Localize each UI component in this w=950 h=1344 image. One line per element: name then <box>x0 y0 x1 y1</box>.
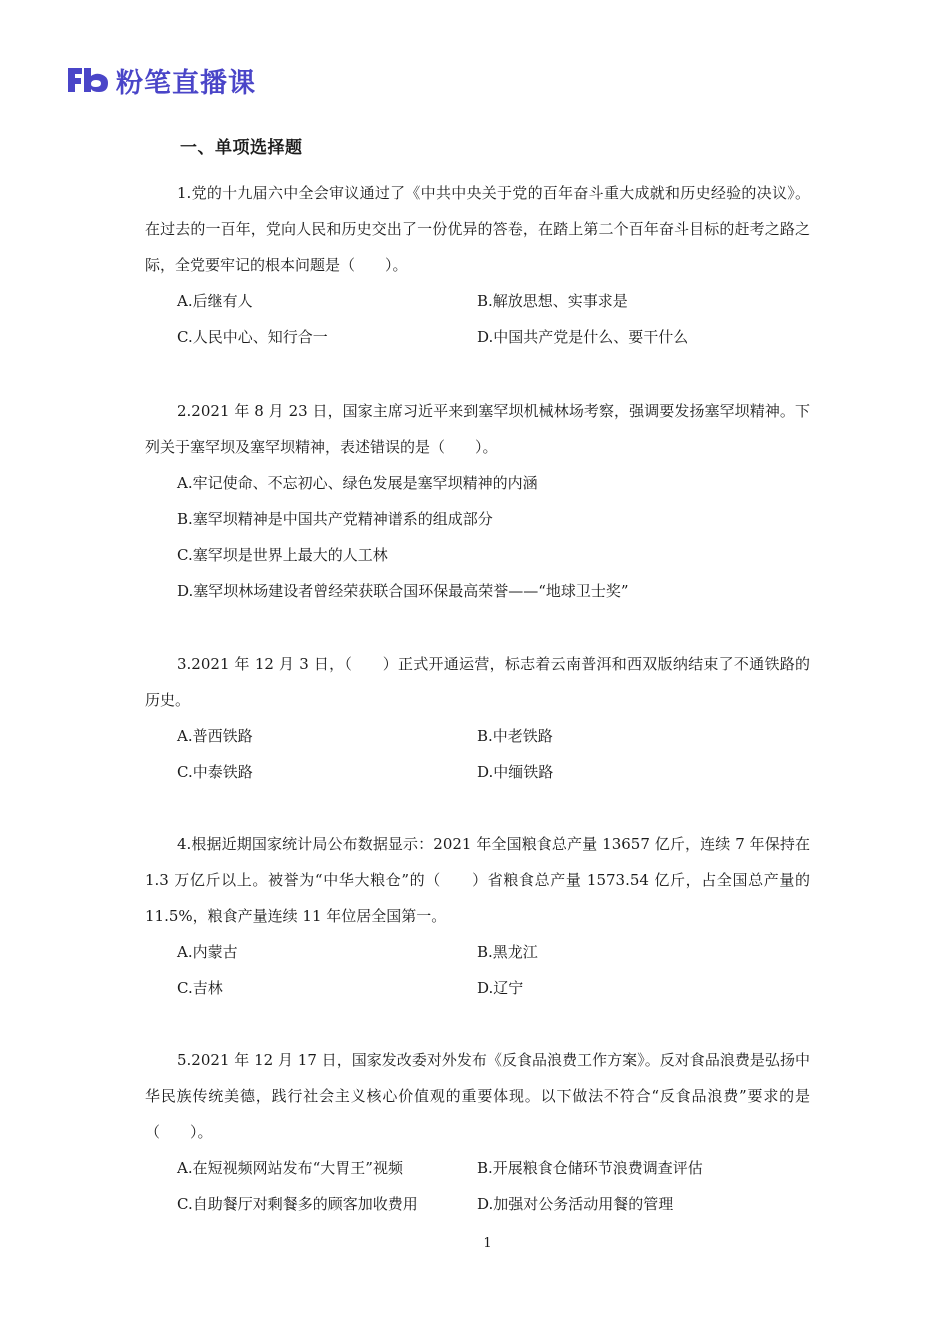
section-title: 一、单项选择题 <box>180 138 303 158</box>
page-number: 1 <box>483 1236 492 1251</box>
brand-logo <box>66 62 256 98</box>
option-a: A.在短视频网站发布“大胃王”视频 <box>177 1159 403 1177</box>
question-3 <box>145 646 810 790</box>
option-d: D.辽宁 <box>477 979 524 997</box>
option-a: A.牢记使命、不忘初心、绿色发展是塞罕坝精神的内涵 <box>177 474 538 492</box>
question-1 <box>145 175 810 355</box>
question-5 <box>145 1042 810 1222</box>
option-b: B.塞罕坝精神是中国共产党精神谱系的组成部分 <box>177 510 493 528</box>
question-stem: 5.2021 年 12 月 17 日，国家发改委对外发布《反食品浪费工作方案》。反对食品浪费是弘扬中华民族传统美德，践行社会主义核心价值观的重要体现。以下做法不符合“反食品浪费”要求的是（ ）。 <box>145 1051 810 1141</box>
option-c: C.塞罕坝是世界上最大的人工林 <box>177 546 388 564</box>
option-d: D.加强对公务活动用餐的管理 <box>477 1195 674 1213</box>
option-b: B.开展粮食仓储环节浪费调查评估 <box>477 1159 703 1177</box>
option-d: D.中缅铁路 <box>477 763 554 781</box>
brand-name: 粉笔直播课 <box>116 67 256 99</box>
option-b: B.黑龙江 <box>477 943 538 961</box>
option-c: C.自助餐厅对剩餐多的顾客加收费用 <box>177 1195 418 1213</box>
option-a: A.普西铁路 <box>177 727 253 745</box>
question-4 <box>145 826 810 1006</box>
option-c: C.人民中心、知行合一 <box>177 328 328 346</box>
option-c: C.中泰铁路 <box>177 763 253 781</box>
option-d: D.中国共产党是什么、要干什么 <box>477 328 689 346</box>
option-c: C.吉林 <box>177 979 223 997</box>
option-a: A.后继有人 <box>177 292 253 310</box>
question-stem: 1.党的十九届六中全会审议通过了《中共中央关于党的百年奋斗重大成就和历史经验的决议》。在过去的一百年，党向人民和历史交出了一份优异的答卷，在踏上第二个百年奋斗目标的赶考之路之际，全党要牢记的根本问题是（ ）。 <box>145 184 810 274</box>
question-stem: 4.根据近期国家统计局公布数据显示：2021 年全国粮食总产量 13657 亿斤，连续 7 年保持在 1.3 万亿斤以上。被誉为“中华大粮仓”的（ ）省粮食总产量 1573.54 亿斤，占全国总产量的 11.5%，粮食产量连续 11 年位居全国第一。 <box>145 835 810 925</box>
question-stem: 2.2021 年 8 月 23 日，国家主席习近平来到塞罕坝机械林场考察，强调要发扬塞罕坝精神。下列关于塞罕坝及塞罕坝精神，表述错误的是（ ）。 <box>145 402 810 456</box>
question-2 <box>145 393 810 609</box>
question-stem: 3.2021 年 12 月 3 日，（ ）正式开通运营，标志着云南普洱和西双版纳结束了不通铁路的历史。 <box>145 655 810 709</box>
fenbi-logo-icon <box>66 62 110 98</box>
option-b: B.解放思想、实事求是 <box>477 292 628 310</box>
option-b: B.中老铁路 <box>477 727 553 745</box>
option-d: D.塞罕坝林场建设者曾经荣获联合国环保最高荣誉——“地球卫士奖” <box>177 582 629 600</box>
option-a: A.内蒙古 <box>177 943 238 961</box>
